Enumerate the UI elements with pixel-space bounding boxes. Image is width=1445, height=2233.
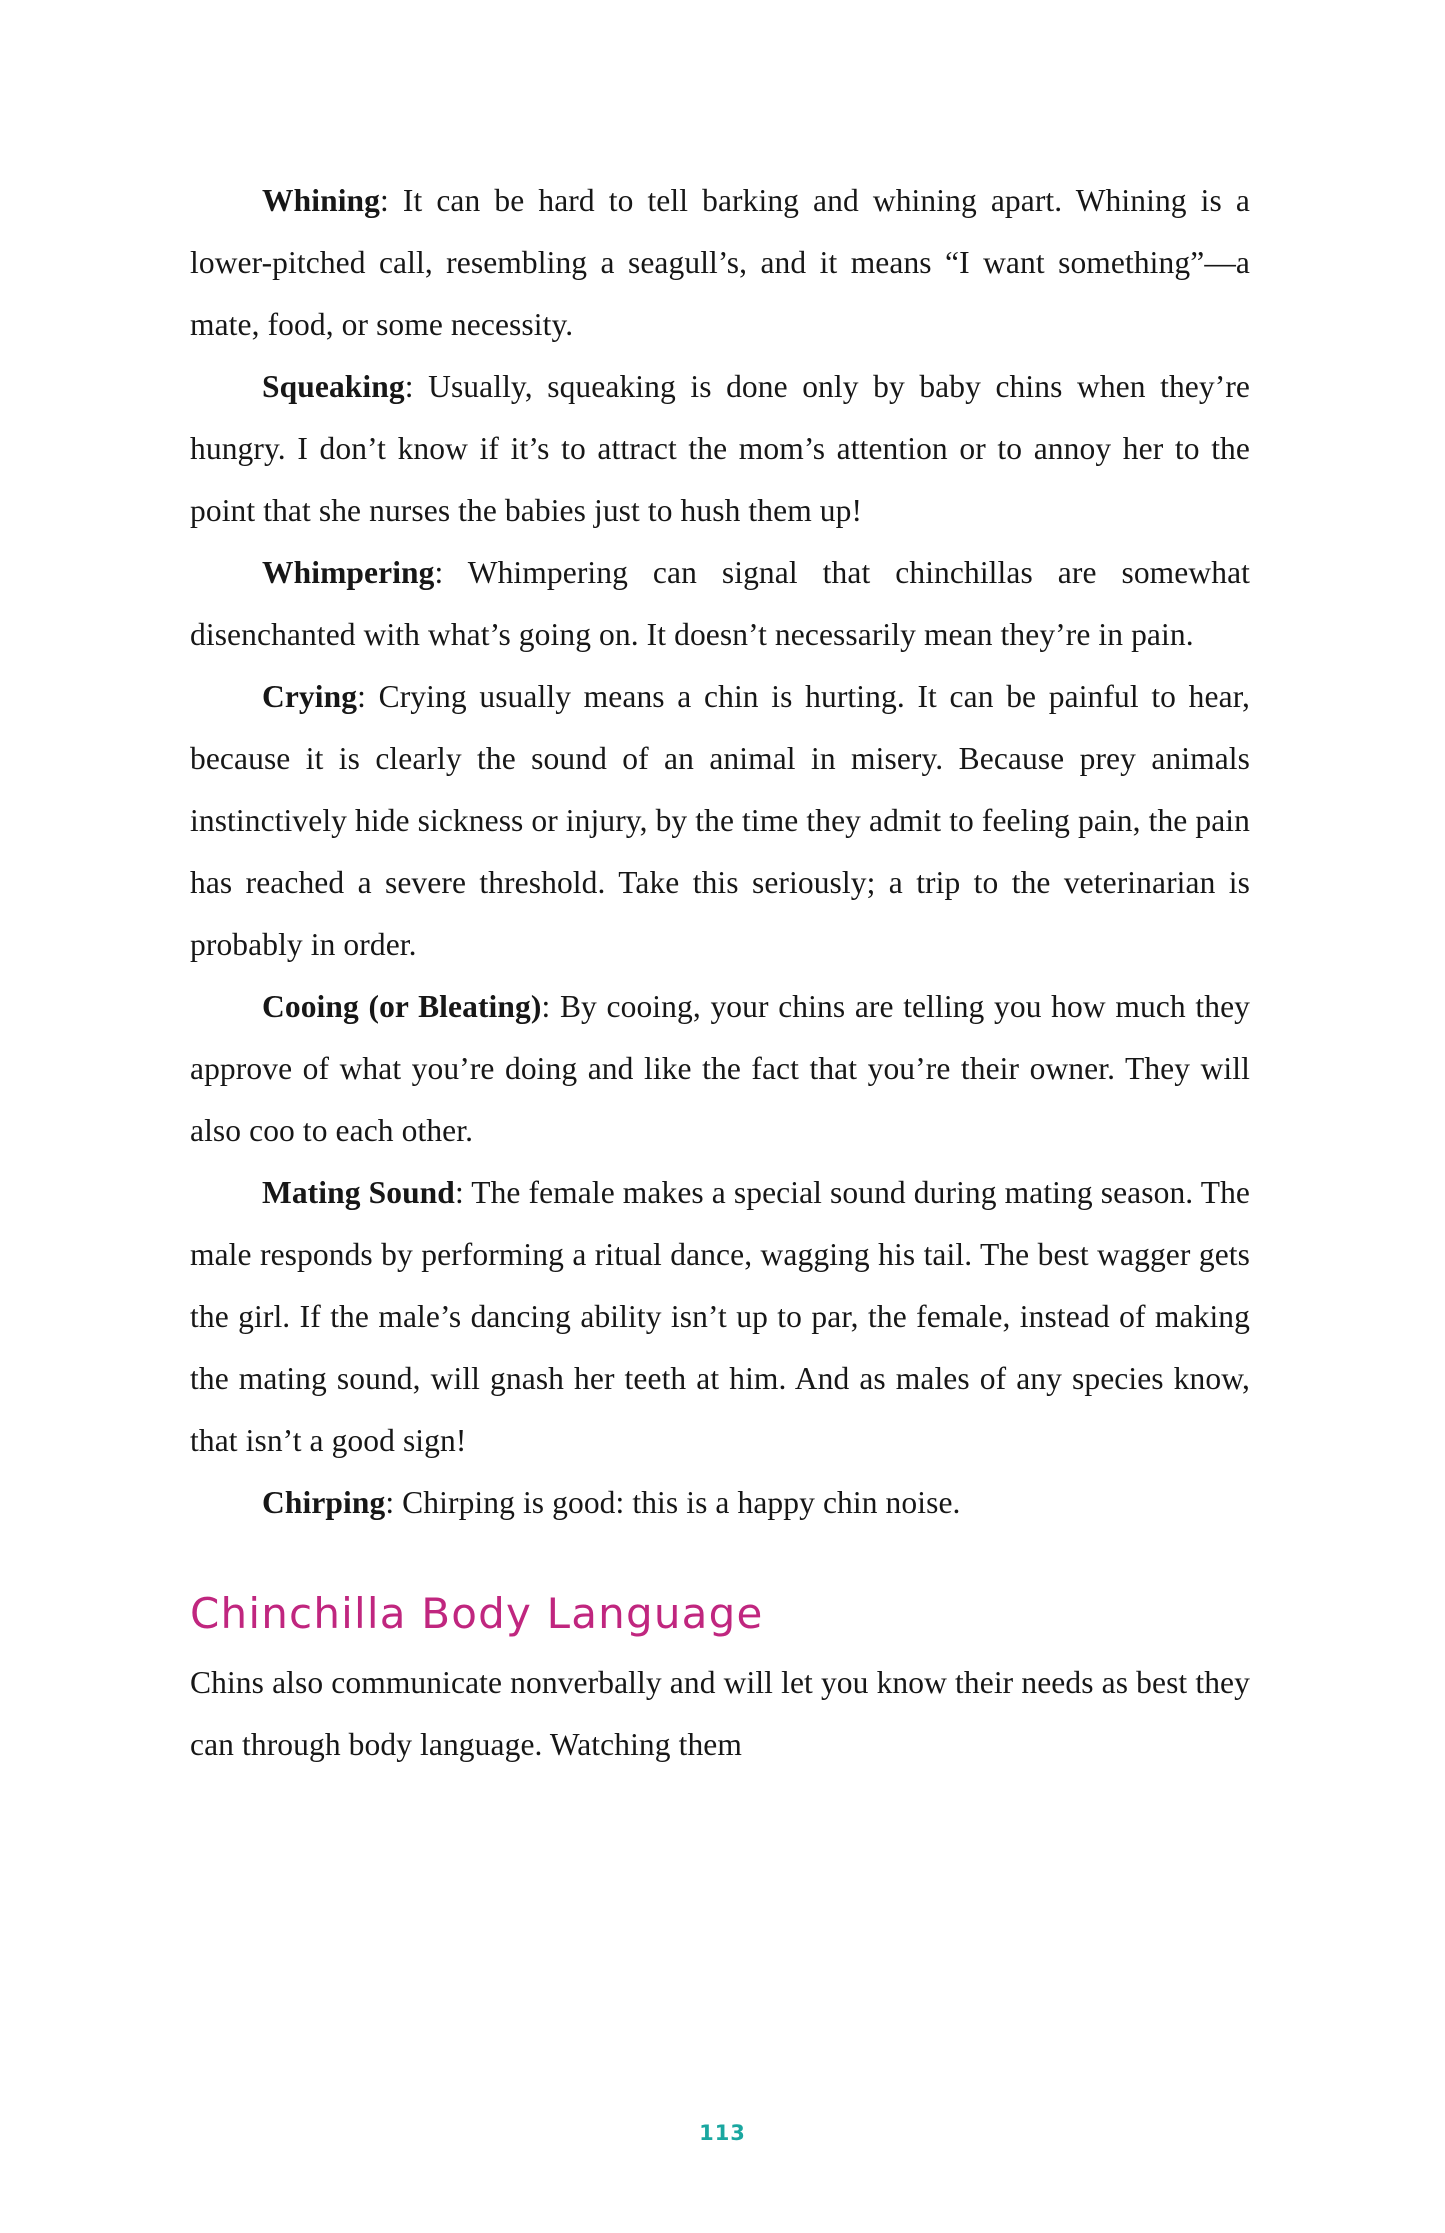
paragraph-whining bbox=[190, 170, 1250, 356]
section-heading: Chinchilla Body Language bbox=[190, 1589, 764, 1638]
paragraph-text: : Usually, squeaking is done only by baby chins when they’re hungry. I don’t know if it’s to attract the mom’s attention or to annoy her to the point that she nurses the babies just to hush them up! bbox=[190, 369, 1250, 528]
page-body bbox=[190, 170, 1250, 1776]
paragraph-body-language: Chins also communicate nonverbally and will let you know their needs as best they can through body language. Watching them bbox=[190, 1665, 1250, 1763]
paragraph-whimpering bbox=[190, 542, 1250, 666]
term-label: Whimpering bbox=[262, 555, 435, 590]
paragraph-squeaking bbox=[190, 356, 1250, 542]
term-label: Mating Sound bbox=[262, 1175, 455, 1210]
paragraph-crying bbox=[190, 666, 1250, 976]
paragraph-text: : It can be hard to tell barking and whining apart. Whining is a lower-pitched call, resembling a seagull’s, and it means “I want something”—a mate, food, or some necessity. bbox=[190, 183, 1250, 342]
term-label: Cooing (or Bleating) bbox=[262, 989, 542, 1024]
term-label: Whining bbox=[262, 183, 381, 218]
paragraph-text: : The female makes a special sound during mating season. The male responds by performing a ritual dance, wagging his tail. The best wagger gets the girl. If the male’s dancing ability isn’t up to par, the female, instead of making the mating sound, will gnash her teeth at him. And as males of any species know, that isn’t a good sign! bbox=[190, 1175, 1250, 1458]
paragraph-cooing bbox=[190, 976, 1250, 1162]
paragraph-chirping bbox=[190, 1472, 1250, 1534]
paragraph-text: : By cooing, your chins are telling you how much they approve of what you’re doing and like the fact that you’re their owner. They will also coo to each other. bbox=[190, 989, 1250, 1148]
paragraph-text: : Crying usually means a chin is hurting. It can be painful to hear, because it is clearly the sound of an animal in misery. Because prey animals instinctively hide sickness or injury, by the time they admit to feeling pain, the pain has reached a severe threshold. Take this seriously; a trip to the veterinarian is probably in order. bbox=[190, 679, 1250, 962]
term-label: Chirping bbox=[262, 1485, 386, 1520]
page-number: 113 bbox=[699, 2121, 746, 2145]
paragraph-text: : Chirping is good: this is a happy chin noise. bbox=[385, 1485, 961, 1520]
paragraph-text: : Whimpering can signal that chinchillas are somewhat disenchanted with what’s going on. It doesn’t necessarily mean they’re in pain. bbox=[190, 555, 1250, 652]
term-label: Squeaking bbox=[262, 369, 405, 404]
paragraph-mating-sound bbox=[190, 1162, 1250, 1472]
term-label: Crying bbox=[262, 679, 358, 714]
